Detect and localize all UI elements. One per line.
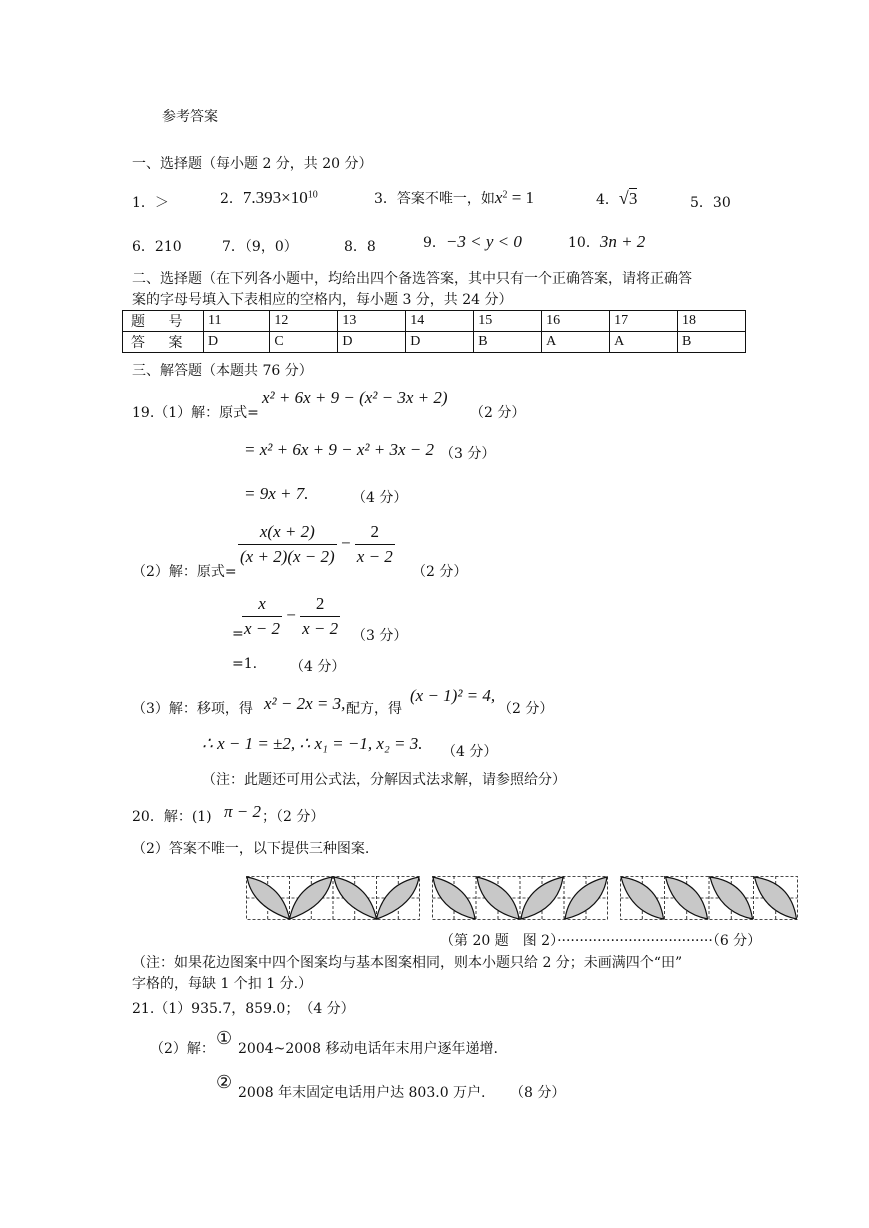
pattern-3-svg [620, 876, 798, 920]
fraction-denominator: x − 2 [242, 616, 282, 639]
q3-x: x [494, 188, 503, 207]
q19-1-score3: （4 分） [352, 490, 408, 506]
q19-2-score3: （4 分） [290, 659, 346, 675]
q21-2-item1: 2004~2008 移动电话年末用户逐年递增. [238, 1041, 498, 1057]
q19-2-label: （2）解：原式= [132, 564, 237, 580]
q20-label: 20．解：(1) [132, 809, 212, 825]
minus-sign: − [286, 605, 296, 625]
q19-1-line3: = 9x + 7. [244, 484, 309, 503]
table-cell: 11 [204, 311, 270, 332]
answer-q10 [568, 232, 645, 252]
answer-q4 [596, 188, 637, 209]
section1-heading: 一、选择题（每小题 2 分，共 20 分） [132, 156, 373, 172]
table-cell: B [678, 332, 746, 353]
answer-q7: 7．（9，0） [222, 239, 298, 255]
row-header-numbers: 题 号 [123, 311, 204, 332]
circled-1-icon: ① [216, 1028, 233, 1049]
pattern-figure-2 [432, 876, 608, 920]
q19-2-score1: （2 分） [412, 564, 468, 580]
q2-label: 2． [220, 191, 243, 207]
circled-2-icon: ② [216, 1072, 233, 1093]
answer-q5: 5．30 [690, 195, 731, 211]
table-cell: 16 [542, 311, 610, 332]
q19-2-expr2 [242, 594, 340, 639]
q10-math: 3n + 2 [599, 232, 646, 251]
q21-2-score: （8 分） [510, 1085, 566, 1101]
minus-sign: − [340, 533, 351, 553]
fraction-numerator: 2 [370, 522, 380, 541]
section2-heading-line2: 案的字母号填入下表相应的空格内，每小题 3 分，共 24 分） [132, 292, 513, 308]
page-title: 参考答案 [162, 109, 218, 125]
fraction-numerator: 2 [315, 594, 325, 613]
q4-radicand: 3 [628, 189, 638, 208]
fraction-denominator: x − 2 [300, 616, 340, 639]
pattern-figure-3 [620, 876, 798, 920]
fraction [300, 594, 340, 639]
table-cell: A [610, 332, 678, 353]
q3-text: 3．答案不唯一，如 [374, 191, 495, 207]
section3-heading: 三、解答题（本题共 76 分） [132, 363, 313, 379]
q19-3-score2: （4 分） [442, 744, 498, 760]
q19-3-score1: （2 分） [498, 701, 554, 717]
q21-1: 21.（1）935.7，859.0； （4 分） [132, 1001, 355, 1017]
table-cell: A [542, 332, 610, 353]
q2-exp: 10 [307, 189, 318, 201]
answer-q6: 6．210 [132, 239, 182, 255]
pattern-2-svg [432, 876, 608, 920]
table-cell: 18 [678, 311, 746, 332]
fraction-numerator: x [258, 594, 266, 613]
q19-3-label: （3）解：移项，得 [132, 701, 253, 717]
answer-q3 [374, 188, 534, 208]
q9-label: 9． [423, 235, 446, 251]
q19-1-line2: = x² + 6x + 9 − x² + 3x − 2 [244, 440, 434, 459]
q20-caption: （第 20 题 图 2）···································（6 分） [440, 933, 762, 949]
q19-3-math1: x² − 2x = 3, [264, 694, 346, 713]
fraction [242, 594, 282, 639]
q19-2-score2: （3 分） [352, 628, 408, 644]
q19-1-line1: x² + 6x + 9 − (x² − 3x + 2) [262, 388, 448, 407]
fraction-denominator: x − 2 [355, 544, 395, 567]
table-cell: D [204, 332, 270, 353]
answer-q1: 1．＞ [132, 195, 169, 211]
q19-3-line2: ∴ x − 1 = ±2, ∴ x₁ = −1, x₂ = 3. [202, 734, 423, 753]
answer-q2 [220, 188, 318, 208]
table-row-numbers [123, 311, 746, 332]
q19-3-math2: (x − 1)² = 4, [410, 686, 496, 705]
sqrt-sign: √ [618, 188, 629, 208]
table-cell: D [406, 332, 474, 353]
q21-2-label: （2）解： [150, 1041, 215, 1057]
q9-math: −3 < y < 0 [445, 232, 522, 251]
section2-heading-line1: 二、选择题（在下列各小题中，均给出四个备选答案，其中只有一个正确答案，请将正确答 [132, 271, 692, 287]
table-cell: 12 [270, 311, 338, 332]
table-cell: 17 [610, 311, 678, 332]
table-cell: 14 [406, 311, 474, 332]
q20-note-line2: 字格的，每缺 1 个扣 1 分.） [132, 976, 313, 992]
fraction-denominator: (x + 2)(x − 2) [238, 544, 337, 567]
q2-base: 7.393×10 [242, 188, 308, 207]
fraction [238, 522, 337, 567]
q20-tail: ；（2 分） [262, 809, 325, 825]
answer-q9 [423, 232, 522, 252]
table-cell: 13 [338, 311, 406, 332]
table-row-answers [123, 332, 746, 353]
q19-2-expr1 [238, 522, 395, 567]
q20-note-line1: （注：如果花边图案中四个图案均与基本图案相同，则本小题只给 2 分；未画满四个“田” [132, 955, 683, 971]
q19-1-score2: （3 分） [440, 446, 496, 462]
fraction-numerator: x(x + 2) [259, 522, 315, 541]
fraction [355, 522, 395, 567]
pattern-figure-1 [246, 876, 420, 920]
table-cell: 15 [474, 311, 542, 332]
q20-2: （2）答案不唯一，以下提供三种图案. [132, 841, 370, 857]
q21-2-item2: 2008 年末固定电话用户达 803.0 万户. [238, 1085, 486, 1101]
q19-1-label: 19.（1）解：原式= [132, 405, 259, 421]
q19-3-mid: 配方，得 [346, 701, 402, 717]
q3-exp: 2 [502, 189, 508, 201]
answer-q8: 8．8 [344, 239, 376, 255]
table-cell: B [474, 332, 542, 353]
pattern-1-svg [246, 876, 420, 920]
table-cell: C [270, 332, 338, 353]
q20-math: π − 2 [224, 802, 261, 821]
q19-note: （注：此题还可用公式法，分解因式法求解，请参照给分） [202, 772, 566, 788]
q3-rest: = 1 [507, 188, 535, 207]
row-header-answers: 答 案 [123, 332, 204, 353]
q19-1-score1: （2 分） [470, 405, 526, 421]
q19-2-line3: =1. [232, 656, 258, 672]
q4-label: 4． [596, 192, 619, 208]
answer-table [122, 310, 746, 353]
q10-label: 10． [568, 235, 600, 251]
table-cell: D [338, 332, 406, 353]
q19-2-eq: = [232, 626, 244, 642]
